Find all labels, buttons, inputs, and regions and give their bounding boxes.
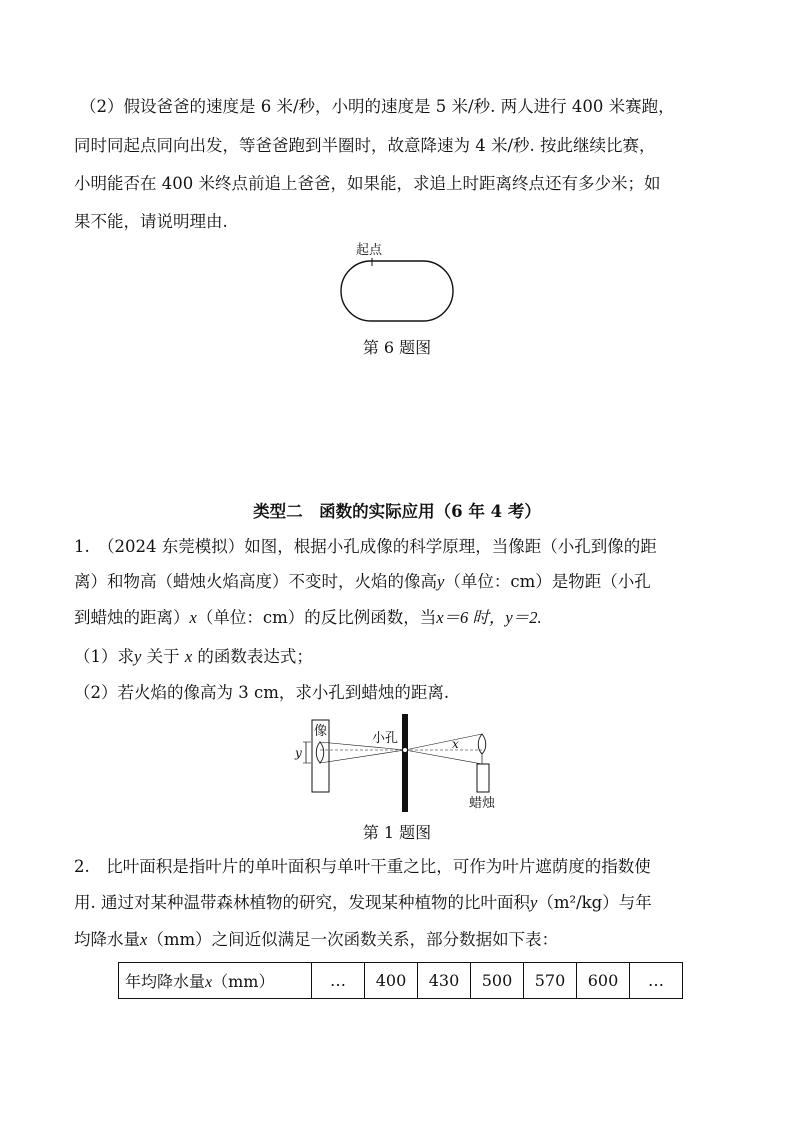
p1-text-line-2 bbox=[74, 571, 651, 593]
q6-text-line-3: 小明能否在 400 米终点前追上爸爸，如果能，求追上时距离终点还有多少米；如 bbox=[74, 174, 661, 193]
table-header-cell bbox=[119, 963, 312, 999]
p2-text-line-2 bbox=[74, 892, 652, 914]
pinhole bbox=[403, 748, 407, 752]
table-cell: 600 bbox=[577, 963, 630, 999]
pinhole-figure bbox=[292, 712, 502, 812]
y-label: y bbox=[295, 746, 302, 760]
p2-l2-y: y bbox=[530, 893, 538, 912]
p1-l3-eq2: y＝2. bbox=[505, 608, 542, 627]
p1-l3-eq: x＝6 时， bbox=[436, 608, 506, 627]
table-cell: … bbox=[630, 963, 683, 999]
p1-sub1-x: x bbox=[184, 647, 193, 666]
table-header-unit: （mm） bbox=[212, 972, 275, 991]
p2-text-line-1: 2. 比叶面积是指叶片的单叶面积与单叶干重之比，可作为叶片遮荫度的指数使 bbox=[74, 857, 651, 876]
p1-sub1 bbox=[74, 646, 313, 668]
oval-track bbox=[341, 261, 453, 321]
ray-2 bbox=[320, 750, 405, 763]
pinhole-barrier bbox=[402, 714, 408, 812]
table-row bbox=[119, 963, 683, 999]
p1-l3-var: x bbox=[189, 608, 197, 627]
table-cell: 430 bbox=[418, 963, 471, 999]
p1-l2-a: 离）和物高（蜡烛火焰高度）不变时，火焰的像高 bbox=[74, 572, 437, 591]
table-cell: … bbox=[312, 963, 365, 999]
q6-text-line-4: 果不能，请说明理由. bbox=[74, 212, 228, 231]
p2-l3-a: 均降水量 bbox=[74, 930, 140, 949]
table-header-var: x bbox=[205, 974, 213, 991]
p2-text-line-3 bbox=[74, 929, 558, 951]
p1-sub1-c: 的函数表达式； bbox=[192, 647, 313, 666]
hole-label: 小孔 bbox=[372, 731, 399, 746]
table-cell: 400 bbox=[365, 963, 418, 999]
p1-figure-caption: 第 1 题图 bbox=[362, 823, 432, 842]
ray-3 bbox=[405, 734, 482, 750]
p1-l2-end: （单位：cm）是物距（小孔 bbox=[444, 572, 651, 591]
p2-l3-x: x bbox=[140, 930, 148, 949]
p1-l3-mid: （单位：cm）的反比例函数，当 bbox=[196, 608, 437, 627]
p1-sub2: （2）若火焰的像高为 3 cm，求小孔到蜡烛的距离. bbox=[74, 683, 450, 702]
p2-l2-a: 用. 通过对某种温带森林植物的研究，发现某种植物的比叶面积 bbox=[74, 893, 530, 912]
p1-sub1-y: y bbox=[134, 647, 142, 666]
start-point-label: 起点 bbox=[356, 243, 383, 258]
x-label: x bbox=[452, 737, 459, 751]
table-header-text: 年均降水量 bbox=[125, 972, 206, 991]
p2-l3-b: （mm）之间近似满足一次函数关系，部分数据如下表： bbox=[147, 930, 559, 949]
rainfall-table bbox=[118, 962, 683, 999]
p1-l2-var: y bbox=[437, 572, 445, 591]
ray-4 bbox=[405, 750, 482, 764]
candle-label: 蜡烛 bbox=[469, 796, 496, 811]
inverted-flame bbox=[316, 742, 324, 763]
p1-text-line-1: 1. （2024 东莞模拟）如图，根据小孔成像的科学原理，当像距（小孔到像的距 bbox=[74, 537, 657, 556]
p1-sub1-a: （1）求 bbox=[74, 647, 134, 666]
q6-figure-caption: 第 6 题图 bbox=[362, 338, 432, 357]
q6-text-line-2: 同时同起点同向出发，等爸爸跑到半圈时，故意降速为 4 米/秒. 按此继续比赛， bbox=[74, 136, 656, 155]
section-title: 类型二 函数的实际应用（6 年 4 考） bbox=[253, 502, 541, 521]
track-figure bbox=[330, 236, 470, 326]
candle-body bbox=[477, 764, 489, 792]
p1-sub1-b: 关于 bbox=[141, 647, 185, 666]
candle-flame bbox=[478, 734, 486, 754]
table-cell: 500 bbox=[471, 963, 524, 999]
p2-l2-b: （m²/kg）与年 bbox=[537, 893, 652, 912]
p1-l3-start: 到蜡烛的距离） bbox=[74, 608, 190, 627]
table-cell: 570 bbox=[524, 963, 577, 999]
q6-text-line-1: （2）假设爸爸的速度是 6 米/秒，小明的速度是 5 米/秒. 两人进行 400 米赛跑， bbox=[80, 97, 675, 116]
p1-text-line-3 bbox=[74, 607, 542, 629]
image-label: 像 bbox=[314, 724, 328, 739]
